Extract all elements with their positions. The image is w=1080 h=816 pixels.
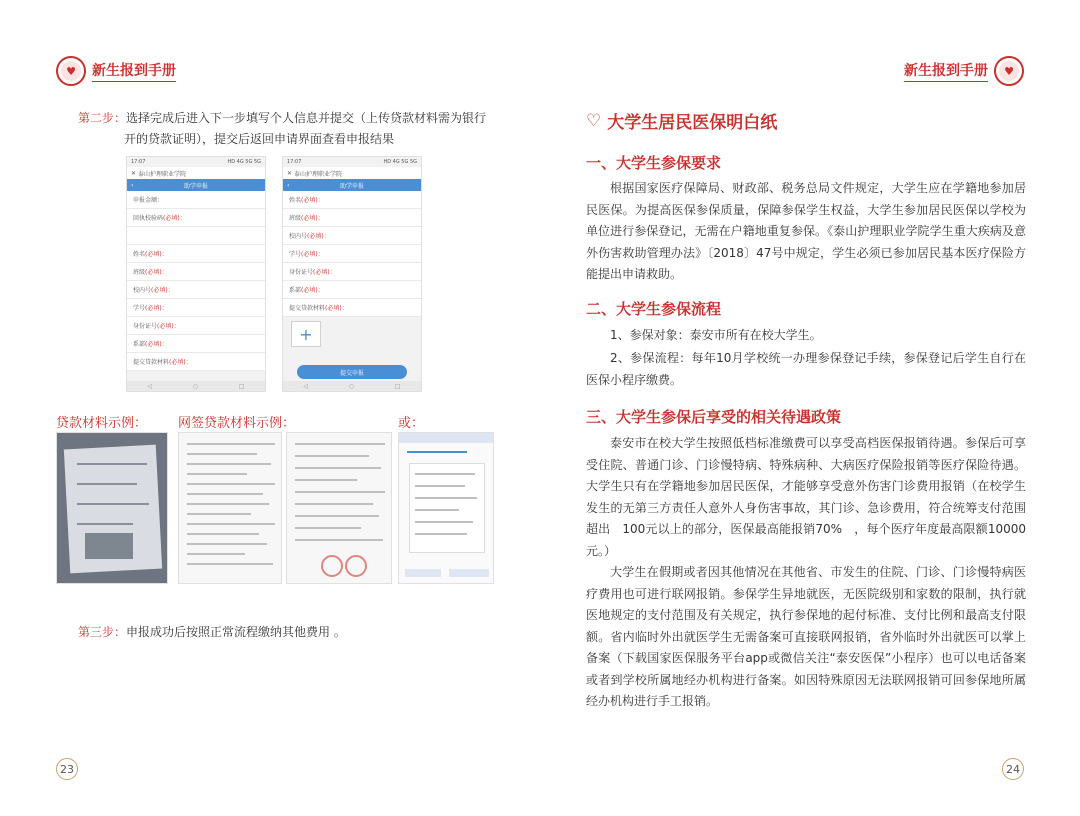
form-row — [127, 263, 265, 281]
form-row-label: 姓名 — [133, 251, 146, 258]
status-icons: HD 4G 5G 5G — [227, 159, 261, 165]
form-row-label: 班级 — [133, 269, 146, 276]
form-row-required: (必填)： — [157, 323, 180, 330]
example3-label: 或： — [398, 416, 425, 431]
app-name: 泰山护理职业学院 — [293, 170, 342, 178]
section2-item1: 1、参保对象：泰安市所有在校大学生。 — [610, 328, 822, 342]
form-row-required: (必填)： — [307, 233, 330, 240]
status-bar — [127, 157, 265, 167]
form-row-label: 提交贷款材料 — [133, 359, 170, 366]
form-row-label: 校内号 — [289, 233, 308, 240]
form-row-label: 身份证号 — [289, 269, 314, 276]
red-stamp-icon — [321, 555, 343, 577]
submit-button: 提交申报 — [297, 365, 407, 379]
insurance-title — [586, 108, 777, 133]
form-row — [127, 335, 265, 353]
form-row-required: (必填)： — [301, 287, 324, 294]
red-stamp-icon — [345, 555, 367, 577]
status-bar — [283, 157, 421, 167]
section3-paragraph2: 大学生在假期或者因其他情况在其他省、市发生的住院、门诊、门诊慢特病医疗费用也可进行联网报销。参保学生异地就医，无医院级别和家数的限制，执行就医地规定的支付范围及有关规定，执行参保地的起付标准、支付比例和最高支付限额。省内临时外出就医学生无需备案可直接联网报销，省外临时外出就医可以掌上备案（下载国家医保服务平台app或微信关注“泰安医保”小程序）也可以电话备案或者到学校所属地经办机构进行备案。如因特殊原因无法联网报销可回参保地所属经办机构进行手工报销。 — [586, 565, 1026, 708]
form-row — [283, 209, 421, 227]
form-row-required: (必填)： — [313, 269, 336, 276]
form-row — [127, 191, 265, 209]
status-icons: HD 4G 5G 5G — [383, 159, 417, 165]
form-row-required: (必填)： — [301, 197, 324, 204]
app-screenshot-example — [398, 432, 494, 584]
step2-text-line2: 开的贷款证明），提交后返回申请界面查看申报结果 — [124, 132, 395, 146]
form-row-required: (必填)： — [301, 251, 324, 258]
left-header — [56, 56, 176, 86]
upload-plus-icon: + — [291, 321, 321, 347]
form-row — [283, 191, 421, 209]
form-row-label: 提交贷款材料 — [289, 305, 326, 312]
form-row — [127, 353, 265, 371]
app-bar — [283, 167, 421, 179]
form-row-label: 系部 — [289, 287, 302, 294]
phone-screenshot-1 — [126, 156, 266, 392]
form-row-label: 身份证号 — [133, 323, 158, 330]
nav-bar — [127, 179, 265, 191]
form-row — [283, 263, 421, 281]
section2-item2: 2、参保流程：每年10月学校统一办理参保登记手续，参保登记后学生自行在医保小程序缴费。 — [586, 351, 1026, 387]
header-title: 新生报到手册 — [92, 60, 176, 82]
form-row-required: (必填)： — [301, 215, 324, 222]
heart-pulse-icon: ♡ — [586, 110, 602, 131]
form-row-required: (必填)： — [163, 215, 186, 222]
header-title: 新生报到手册 — [904, 60, 988, 82]
form-row-label: 回执校验码 — [133, 215, 164, 222]
close-icon: ✕ — [131, 169, 138, 177]
status-time: 17:07 — [287, 159, 302, 165]
form-row — [127, 281, 265, 299]
step2-label: 第二步： — [78, 111, 127, 125]
online-loan-document-2 — [286, 432, 392, 584]
step2-text-line1: 选择完成后进入下一步填写个人信息并提交（上传贷款材料需为银行 — [126, 111, 487, 125]
form-row-label: 学号 — [133, 305, 146, 312]
school-emblem-icon: ♥ — [994, 56, 1024, 86]
form-row-label: 校内号 — [133, 287, 152, 294]
school-emblem-icon: ♥ — [56, 56, 86, 86]
form-row-required: (必填)： — [169, 359, 192, 366]
nav-title: 助学申报 — [183, 182, 208, 190]
back-icon: ‹ — [287, 181, 290, 189]
example1-label: 贷款材料示例： — [56, 416, 148, 431]
form-row-label: 系部 — [133, 341, 146, 348]
insurance-title-text: 大学生居民医保明白纸 — [607, 113, 778, 133]
form-row-required: (必填)： — [325, 305, 348, 312]
section3-heading: 三、大学生参保后享受的相关待遇政策 — [586, 408, 842, 426]
form-row-required: (必填)： — [145, 269, 168, 276]
form-row — [283, 227, 421, 245]
form-row — [283, 281, 421, 299]
step3-text: 申报成功后按照正常流程缴纳其他费用 。 — [126, 625, 346, 639]
android-nav: ◁ ○ □ — [283, 381, 421, 391]
close-icon: ✕ — [287, 169, 294, 177]
form-row-label: 姓名 — [289, 197, 302, 204]
app-bar — [127, 167, 265, 179]
example2-label: 网签贷款材料示例： — [178, 416, 296, 431]
nav-bar — [283, 179, 421, 191]
loan-document-photo — [56, 432, 168, 584]
status-time: 17:07 — [131, 159, 146, 165]
form-row-required: (必填)： — [145, 341, 168, 348]
section1-paragraph: 根据国家医疗保障局、财政部、税务总局文件规定，大学生应在学籍地参加居民医保。为提高医保参保质量，保障参保学生权益，大学生参加居民医保以学校为单位进行参保登记，无需在户籍地重复参保。《泰山护理职业学院学生重大疾病及意外伤害救助管理办法》〔2018〕47号中规定，学生必须已参加居民基本医疗保险方能提出申请救助。 — [586, 181, 1026, 281]
section3-paragraph1: 泰安市在校大学生按照低档标准缴费可以享受高档医保报销待遇。参保后可享受住院、普通门诊、门诊慢特病、特殊病种、大病医疗保险报销等医疗保险待遇。大学生只有在学籍地参加居民医保，才能够享受意外伤害门诊费用报销（在校学生发生的无第三方责任人意外人身伤害事故，其门诊、急诊费用，符合统筹支付范围超出 100元以上的部分，医保最高能报销70% ，每个医疗年度最高限额10000元。） — [586, 436, 1026, 558]
section1-heading: 一、大学生参保要求 — [586, 154, 722, 172]
step3-label: 第三步： — [78, 625, 127, 639]
page-number-right: 24 — [1002, 758, 1024, 780]
form-row-label: 申报金额： — [133, 197, 164, 204]
right-header — [904, 56, 1024, 86]
nav-title: 助学申报 — [339, 182, 364, 190]
phone-screenshot-2 — [282, 156, 422, 392]
online-loan-document-1 — [178, 432, 282, 584]
app-name: 泰山护理职业学院 — [137, 170, 186, 178]
android-nav: ◁ ○ □ — [127, 381, 265, 391]
step3 — [78, 622, 346, 643]
form-row-label: 学号 — [289, 251, 302, 258]
form-row-required: (必填)： — [145, 305, 168, 312]
page-number-left: 23 — [56, 758, 78, 780]
step2 — [78, 108, 518, 150]
section2-heading: 二、大学生参保流程 — [586, 300, 722, 318]
form-row — [127, 299, 265, 317]
form-row — [127, 209, 265, 227]
form-row — [127, 245, 265, 263]
form-row — [283, 299, 421, 317]
form-row — [283, 245, 421, 263]
form-row — [127, 227, 265, 245]
form-row — [127, 317, 265, 335]
form-row-required: (必填)： — [151, 287, 174, 294]
form-row-label: 班级 — [289, 215, 302, 222]
back-icon: ‹ — [131, 181, 134, 189]
form-row-required: (必填)： — [145, 251, 168, 258]
